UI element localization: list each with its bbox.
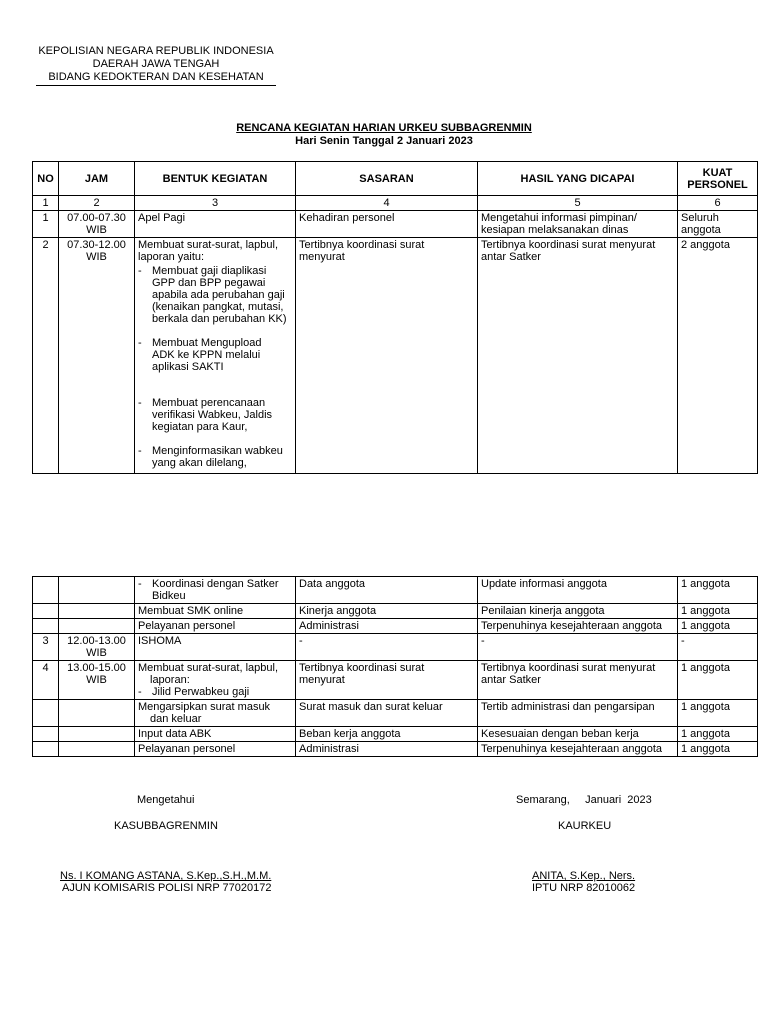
header-kuat: KUAT PERSONEL <box>678 162 758 196</box>
col-number: 6 <box>678 196 758 211</box>
col-number: 1 <box>33 196 59 211</box>
column-number-row <box>33 196 758 211</box>
col-number: 4 <box>296 196 478 211</box>
left-signatory-name: Ns. I KOMANG ASTANA, S.Kep.,S.H.,M.M. <box>60 870 272 882</box>
document-titles <box>0 122 768 148</box>
letterhead-line-3: BIDANG KEDOKTERAN DAN KESEHATAN <box>48 71 264 83</box>
table-row: 1 07.00-07.30 WIB Apel Pagi Kehadiran personel Mengetahui informasi pimpinan/ kesiapan melaksanakan dinas Seluruh anggota <box>33 211 758 238</box>
activity-table-page-2 <box>32 576 758 757</box>
table-row: 2 07.30-12.00 WIB Membuat surat-surat, lapbul, laporan yaitu: - Membuat gaji diaplikasi GPP dan BPP pegawai apabila ada perubahan gaji (kenaikan pangkat, mutasi, berkala dan perubahan KK) - Membuat Mengupload ADK ke KPPN melalui aplikasi SAKTI - Membuat perencanaan verifikasi Wabkeu, Jaldis kegiatan para Kaur, - Menginformasikan wabkeu yang akan dilelang, Tertibnya koordinasi surat menyurat Tertibnya koordinasi surat menyurat antar Satker 2 anggota <box>33 238 758 474</box>
table-row: Membuat SMK online Kinerja anggota Penilaian kinerja anggota 1 anggota <box>33 604 758 619</box>
col-number: 3 <box>135 196 296 211</box>
table-row: 3 12.00-13.00 WIB ISHOMA - - - <box>33 634 758 661</box>
list-item: - Membuat perencanaan verifikasi Wabkeu, Jaldis kegiatan para Kaur, <box>138 397 273 433</box>
activity-table-page-1 <box>32 161 758 474</box>
col-number: 2 <box>59 196 135 211</box>
acknowledgement-label: Mengetahui <box>137 794 195 806</box>
table-row: Input data ABK Beban kerja anggota Kesesuaian dengan beban kerja 1 anggota <box>33 727 758 742</box>
table-header-row <box>33 162 758 196</box>
right-signatory-rank: IPTU NRP 82010062 <box>532 882 636 894</box>
header-jam: JAM <box>59 162 135 196</box>
header-no: NO <box>33 162 59 196</box>
list-item: - Membuat gaji diaplikasi GPP dan BPP pegawai apabila ada perubahan gaji (kenaikan pangkat, mutasi, berkala dan perubahan KK) <box>138 265 287 325</box>
list-item: - Menginformasikan wabkeu yang akan dilelang, <box>138 445 283 469</box>
place-date: Semarang, Januari 2023 <box>516 794 652 806</box>
table-row: - Koordinasi dengan Satker Bidkeu Data anggota Update informasi anggota 1 anggota <box>33 577 758 604</box>
document-subtitle: Hari Senin Tanggal 2 Januari 2023 <box>295 135 473 147</box>
list-item: - Membuat Mengupload ADK ke KPPN melalui aplikasi SAKTI <box>138 337 262 373</box>
left-signatory-title: KASUBBAGRENMIN <box>114 820 218 832</box>
letterhead-line-2: DAERAH JAWA TENGAH <box>92 58 220 70</box>
right-signatory-name: ANITA, S.Kep., Ners. <box>532 870 636 882</box>
letterhead-line-1: KEPOLISIAN NEGARA REPUBLIK INDONESIA <box>38 45 274 57</box>
table-row: Mengarsipkan surat masuk dan keluar Surat masuk dan surat keluar Tertib administrasi dan pengarsipan 1 anggota <box>33 700 758 727</box>
col-number: 5 <box>478 196 678 211</box>
left-signatory-rank: AJUN KOMISARIS POLISI NRP 77020172 <box>62 882 272 894</box>
table-row: Pelayanan personel Administrasi Terpenuhinya kesejahteraan anggota 1 anggota <box>33 619 758 634</box>
header-bentuk: BENTUK KEGIATAN <box>135 162 296 196</box>
document-title: RENCANA KEGIATAN HARIAN URKEU SUBBAGRENMIN <box>236 122 532 134</box>
letterhead <box>36 45 276 86</box>
table-row: Pelayanan personel Administrasi Terpenuhinya kesejahteraan anggota 1 anggota <box>33 742 758 757</box>
right-signatory-title: KAURKEU <box>558 820 612 832</box>
header-hasil: HASIL YANG DICAPAI <box>478 162 678 196</box>
header-sasaran: SASARAN <box>296 162 478 196</box>
letterhead-rule <box>36 85 276 86</box>
table-row: 4 13.00-15.00 WIB Membuat surat-surat, lapbul, laporan: - Jilid Perwabkeu gaji Tertibnya koordinasi surat menyurat Tertibnya koordinasi surat menyurat antar Satker 1 anggota <box>33 661 758 700</box>
